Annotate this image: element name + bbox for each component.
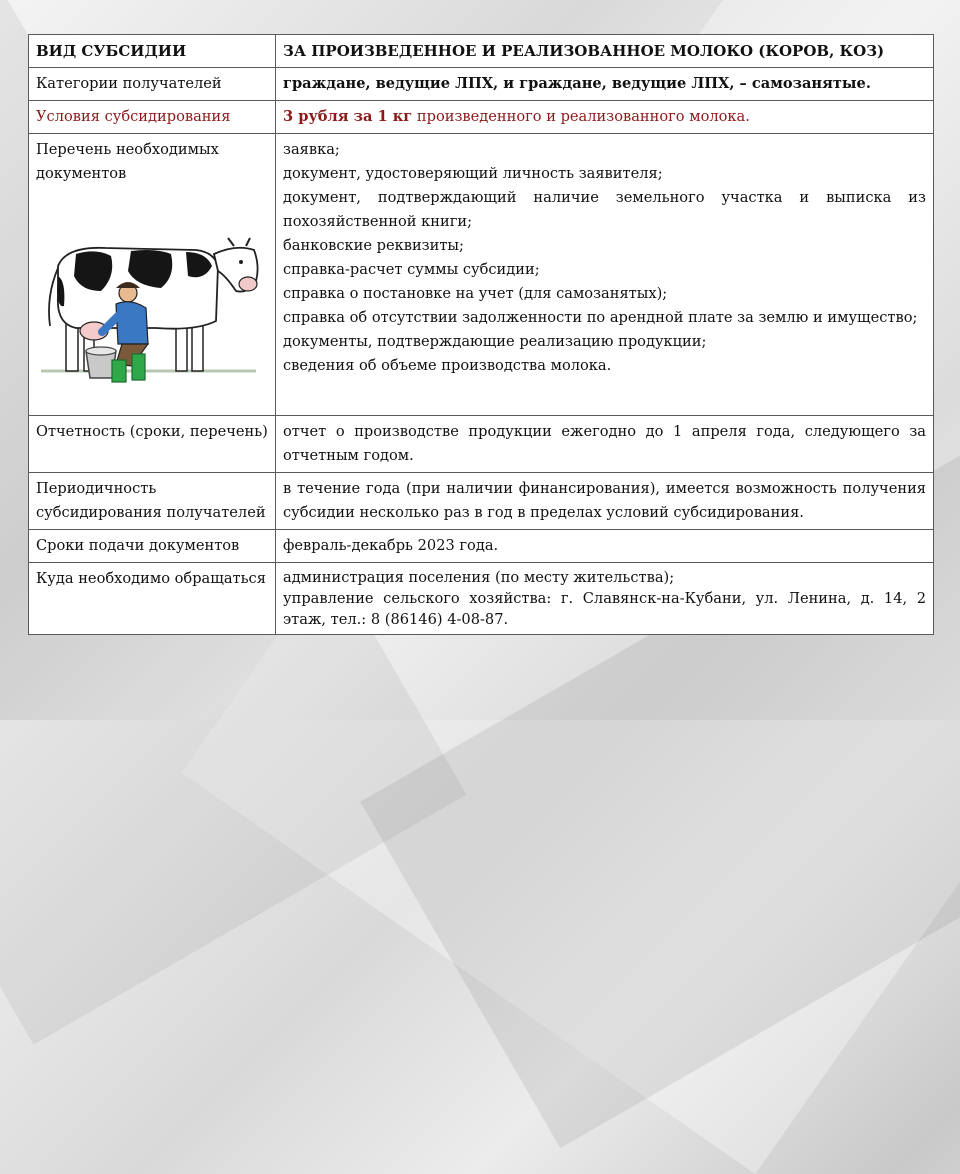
list-item: справка об отсутствии задолженности по арендной плате за землю и имущество;: [283, 309, 918, 326]
table-row: [29, 473, 934, 530]
contact-line: управление сельского хозяйства: г. Славянск-на-Кубани, ул. Ленина, д. 14, 2 этаж, тел.: 8 (86146) 4-08-87.: [283, 590, 926, 628]
cow-icon: [36, 236, 266, 411]
row-label-contacts: Куда необходимо обращаться: [29, 563, 276, 635]
row-label-periodicity: Периодичность субсидирования получателей: [29, 473, 276, 530]
row-label-conditions: Условия субсидирования: [29, 101, 276, 134]
list-item: сведения об объеме производства молока.: [283, 357, 612, 374]
row-label-documents: [29, 134, 276, 416]
contact-line: администрация поселения (по месту жительства);: [283, 569, 675, 586]
row-label-categories: Категории получателей: [29, 68, 276, 101]
subsidy-rate-description: произведенного и реализованного молока.: [412, 108, 750, 125]
cow-milking-illustration: [36, 236, 266, 411]
row-value-reporting: отчет о производстве продукции ежегодно до 1 апреля года, следующего за отчетным годом.: [276, 416, 934, 473]
list-item: банковские реквизиты;: [283, 237, 464, 254]
table-row: [29, 416, 934, 473]
subsidy-rate: 3 рубля за 1 кг: [283, 108, 413, 125]
list-item: документы, подтверждающие реализацию продукции;: [283, 333, 707, 350]
table-row: [29, 563, 934, 635]
row-label-deadlines: Сроки подачи документов: [29, 530, 276, 563]
row-label-reporting: Отчетность (сроки, перечень): [29, 416, 276, 473]
row-value-deadlines: февраль-декабрь 2023 года.: [276, 530, 934, 563]
row-value-conditions: [276, 101, 934, 134]
list-item: справка о постановке на учет (для самозанятых);: [283, 285, 668, 302]
documents-label: Перечень необходимых документов: [36, 141, 219, 182]
subsidy-table: [28, 34, 934, 635]
table-row: [29, 101, 934, 134]
table-row: [29, 530, 934, 563]
table-header-row: [29, 35, 934, 68]
list-item: документ, подтверждающий наличие земельного участка и выписка из похозяйственной книги;: [283, 189, 926, 230]
row-value-categories: граждане, ведущие ЛПХ, и граждане, ведущие ЛПХ, – самозанятые.: [276, 68, 934, 101]
header-subsidy-title: ЗА ПРОИЗВЕДЕННОЕ И РЕАЛИЗОВАННОЕ МОЛОКО (КОРОВ, КОЗ): [276, 35, 934, 68]
header-subsidy-type: ВИД СУБСИДИИ: [29, 35, 276, 68]
list-item: справка-расчет суммы субсидии;: [283, 261, 540, 278]
row-value-periodicity: в течение года (при наличии финансирования), имеется возможность получения субсидии несколько раз в год в пределах условий субсидирования.: [276, 473, 934, 530]
list-item: заявка;: [283, 141, 340, 158]
list-item: документ, удостоверяющий личность заявителя;: [283, 165, 663, 182]
row-value-documents: [276, 134, 934, 416]
table-row: [29, 68, 934, 101]
row-value-contacts: [276, 563, 934, 635]
table-row: [29, 134, 934, 416]
